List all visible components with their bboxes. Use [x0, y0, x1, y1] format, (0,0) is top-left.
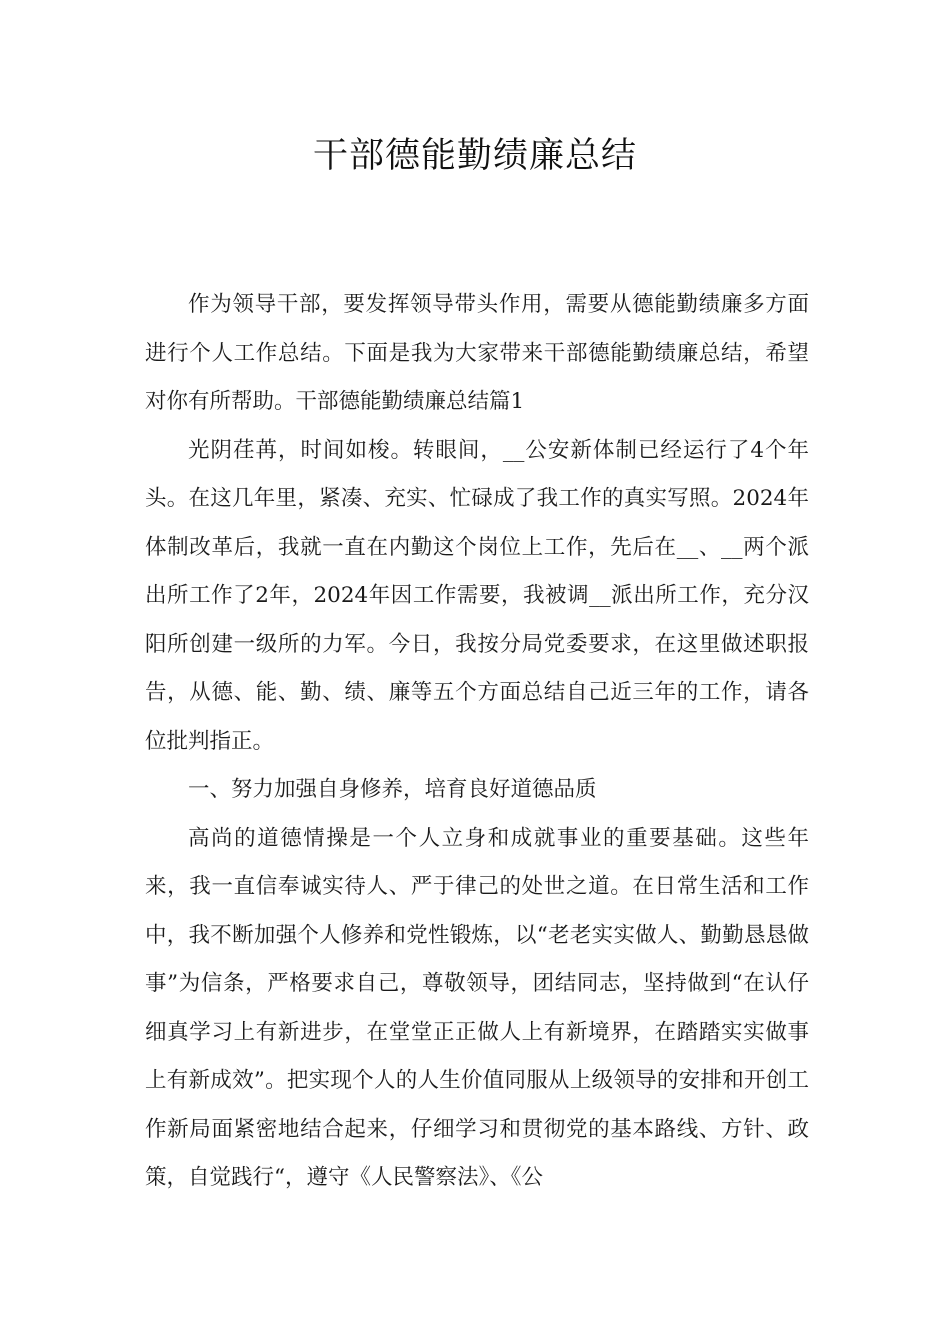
paragraph-morality: 高尚的道德情操是一个人立身和成就事业的重要基础。这些年来，我一直信奉诚实待人、严于律己的处世之道。在日常生活和工作中，我不断加强个人修养和党性锻炼，以“老老实实做人、勤勤恳恳做事”为信条，严格要求自己，尊敬领导，团结同志，坚持做到“在认仔细真学习上有新进步，在堂堂正正做人上有新境界，在踏踏实实做事上有新成效”。把实现个人的人生价值同服从上级领导的安排和开创工作新局面紧密地结合起来，仔细学习和贯彻党的基本路线、方针、政策，自觉践行“，遵守《人民警察法》、《公: [145, 825, 809, 1190]
paragraph-report-opening: 光阴荏苒，时间如梭。转眼间，__公安新体制已经运行了4个年头。在这几年里，紧凑、充实、忙碌成了我工作的真实写照。2024年体制改革后，我就一直在内勤这个岗位上工作，先后在__、__两个派出所工作了2年，2024年因工作需要，我被调__派出所工作，充分汉阳所创建一级所的力军。今日，我按分局党委要求，在这里做述职报告，从德、能、勤、绩、廉等五个方面总结自己近三年的工作，请各位批判指正。: [145, 437, 809, 754]
section-heading-1: 一、努力加强自身修养，培育良好道德品质: [188, 777, 597, 802]
document-title: 干部德能勤绩廉总结: [312, 136, 637, 176]
document-body: [145, 281, 809, 1203]
paragraph-intro: 作为领导干部，要发挥领导带头作用，需要从德能勤绩廉多方面进行个人工作总结。下面是我为大家带来干部德能勤绩廉总结，希望对你有所帮助。干部德能勤绩廉总结篇1: [145, 292, 809, 414]
